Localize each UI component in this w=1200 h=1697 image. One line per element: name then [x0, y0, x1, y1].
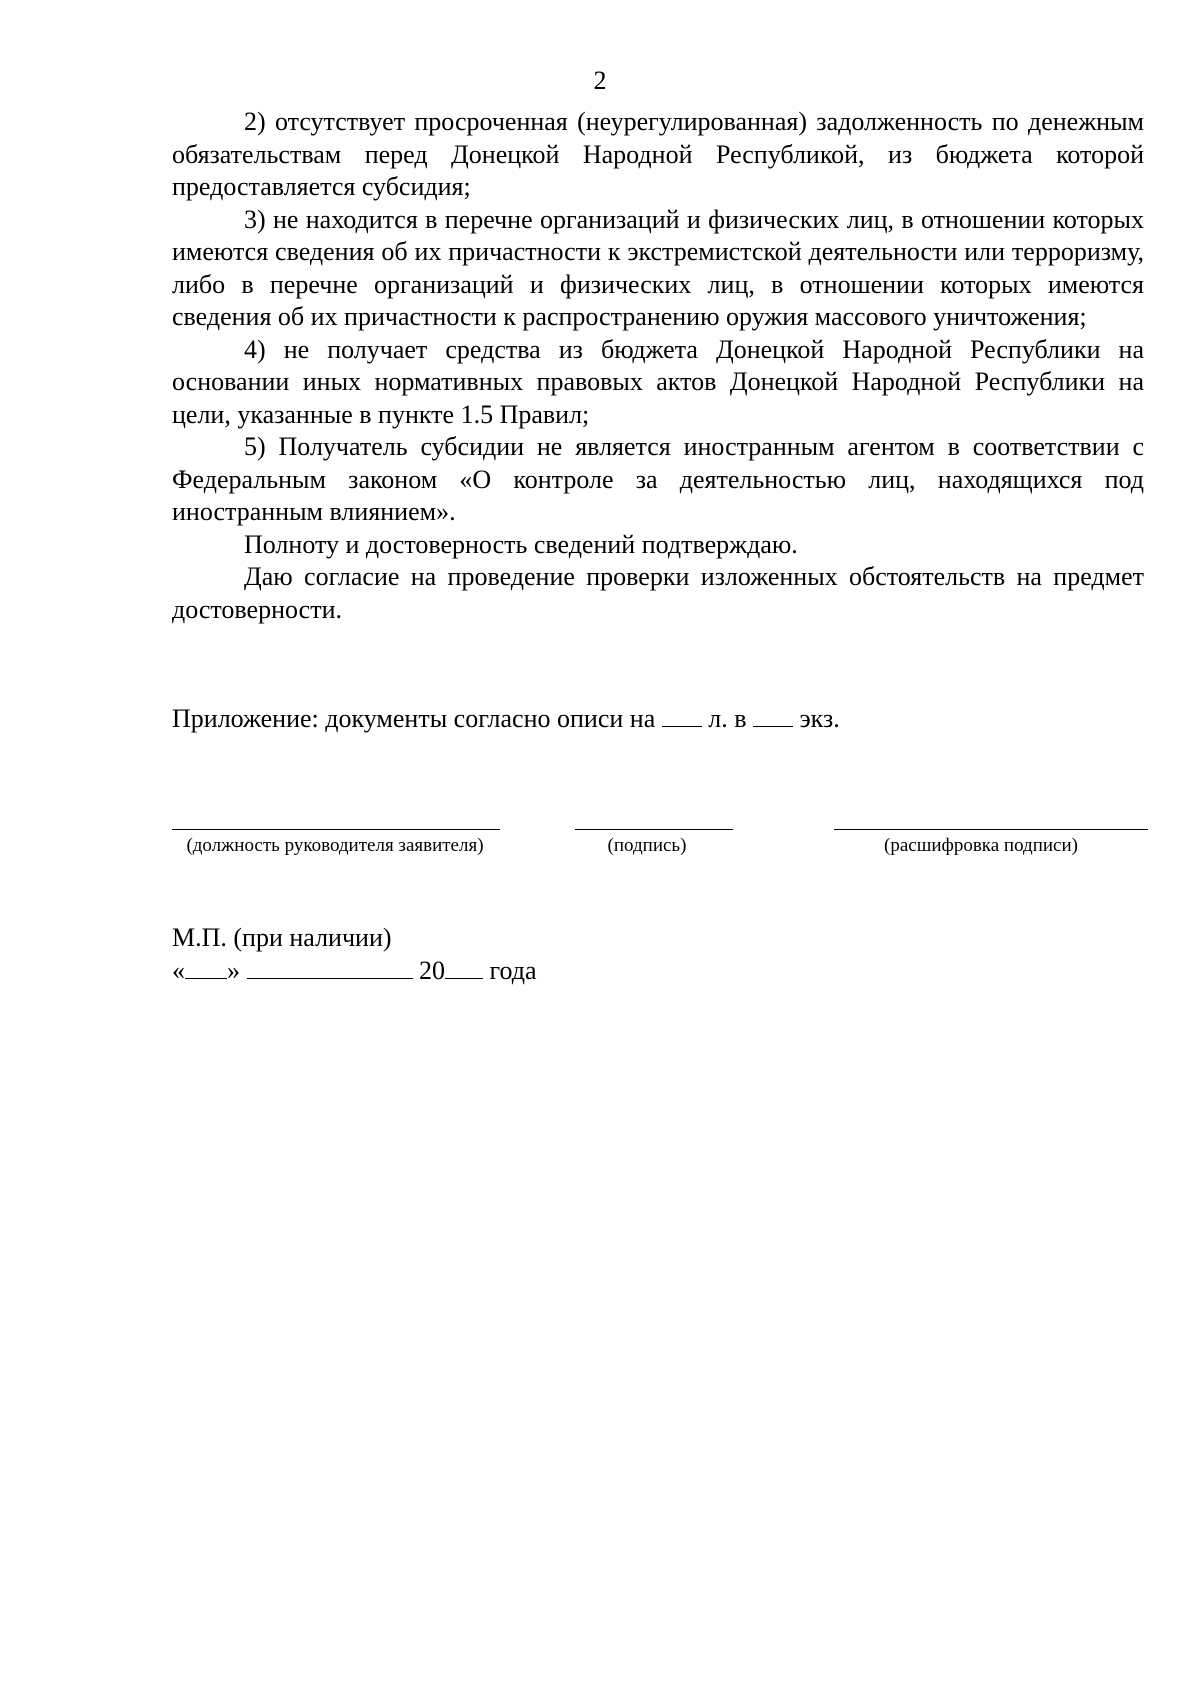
- decoding-signature-line: [834, 829, 1148, 830]
- paragraph-not-foreign-agent: 5) Получатель субсидии не является иностранным агентом в соответствии с Федеральным законом «О контроле за деятельностью лиц, находящихся под иностранным влиянием».: [172, 432, 1144, 526]
- position-signature-line: [172, 829, 500, 830]
- position-caption: (должность руководителя заявителя): [186, 835, 484, 856]
- paragraph-confirmation: Полноту и достоверность сведений подтверждаю.: [244, 529, 798, 559]
- annex-middle: л. в: [708, 704, 747, 733]
- signature-caption: (подпись): [607, 835, 687, 856]
- annex-sheets-blank: [662, 704, 702, 727]
- annex-line: [172, 703, 840, 735]
- annex-prefix: Приложение: документы согласно описи на: [172, 704, 656, 733]
- date-century: 20: [419, 956, 445, 985]
- date-month-blank: [247, 956, 413, 979]
- paragraph-not-in-extremist-list: 3) не находится в перечне организаций и физических лиц, в отношении которых имеются сведения об их причастности к экстремистской деятельности или терроризму, либо в перечне организаций и физических лиц, в отношении которых имеются сведения об их причастности к распространению оружия массового уничтожения;: [172, 204, 1144, 331]
- date-open-quote: «: [172, 956, 185, 985]
- date-suffix: года: [489, 956, 537, 985]
- declaration-body: [172, 106, 1144, 626]
- annex-suffix: экз.: [799, 704, 840, 733]
- paragraph-no-other-budget-funds: 4) не получает средства из бюджета Донецкой Народной Республики на основании иных нормативных правовых актов Донецкой Народной Республики на цели, указанные в пункте 1.5 Правил;: [172, 334, 1144, 429]
- paragraph-consent: Даю согласие на проведение проверки изложенных обстоятельств на предмет достоверности.: [172, 562, 1144, 624]
- decoding-caption: (расшифровка подписи): [884, 835, 1078, 856]
- signature-line: [575, 829, 733, 830]
- paragraph-no-debt: 2) отсутствует просроченная (неурегулированная) задолженность по денежным обязательствам перед Донецкой Народной Республикой, из бюджета которой предоставляется субсидия;: [172, 107, 1144, 201]
- date-day-blank: [185, 956, 227, 979]
- annex-copies-blank: [753, 704, 793, 727]
- page-number: 2: [593, 66, 607, 95]
- date-close-quote: »: [227, 956, 240, 985]
- date-line: [172, 955, 537, 987]
- stamp-placeholder: М.П. (при наличии): [172, 923, 392, 952]
- date-year-blank: [445, 956, 483, 979]
